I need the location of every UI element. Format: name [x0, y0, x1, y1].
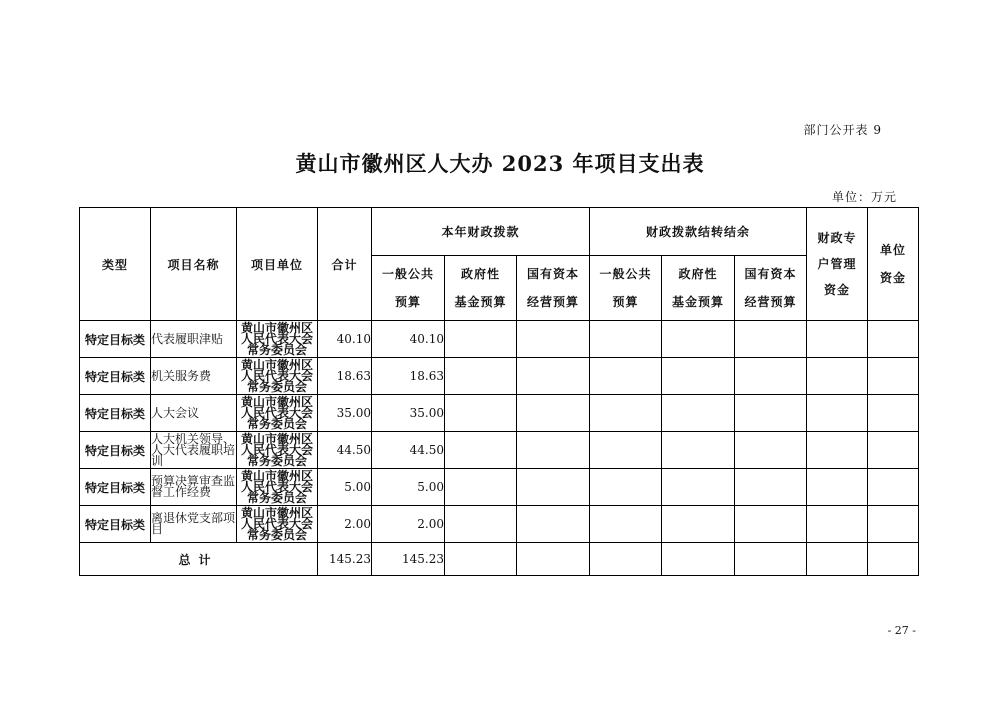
row-type: 特定目标类 [80, 321, 151, 358]
row-project-unit: 黄山市徽州区人民代表大会常务委员会 [237, 395, 318, 432]
table-row [80, 469, 919, 506]
row-project-name: 离退休党支部项目 [151, 506, 237, 543]
header-project-name: 项目名称 [151, 208, 237, 321]
table-row [80, 321, 919, 358]
row-project-unit: 黄山市徽州区人民代表大会常务委员会 [237, 506, 318, 543]
row-total: 44.50 [318, 432, 372, 469]
header-state-capital-budget: 国有资本 经营预算 [517, 256, 590, 321]
form-number: 部门公开表 9 [803, 123, 882, 137]
header-general-public-budget: 一般公共 预算 [372, 256, 445, 321]
table-row [80, 395, 919, 432]
row-general-public-budget: 2.00 [372, 506, 445, 543]
row-project-unit: 黄山市徽州区人民代表大会常务委员会 [237, 469, 318, 506]
unit-label: 单位：万元 [831, 190, 897, 204]
total-general-public-budget: 145.23 [372, 543, 445, 576]
header-type: 类型 [80, 208, 151, 321]
row-general-public-budget: 35.00 [372, 395, 445, 432]
header-government-fund-budget: 政府性 基金预算 [445, 256, 517, 321]
row-project-unit: 黄山市徽州区人民代表大会常务委员会 [237, 321, 318, 358]
header-carryover-general-public-budget: 一般公共 预算 [590, 256, 662, 321]
table-row [80, 506, 919, 543]
total-row [80, 543, 919, 576]
row-project-unit: 黄山市徽州区人民代表大会常务委员会 [237, 358, 318, 395]
row-project-name: 人大会议 [151, 395, 237, 432]
page-number: - 27 - [887, 624, 916, 637]
row-total: 5.00 [318, 469, 372, 506]
row-general-public-budget: 44.50 [372, 432, 445, 469]
row-general-public-budget: 40.10 [372, 321, 445, 358]
row-total: 40.10 [318, 321, 372, 358]
row-type: 特定目标类 [80, 358, 151, 395]
total-label: 总计 [80, 543, 318, 576]
row-general-public-budget: 18.63 [372, 358, 445, 395]
header-carryover-government-fund-budget: 政府性 基金预算 [662, 256, 735, 321]
table-row [80, 358, 919, 395]
page-title: 黄山市徽州区人大办 2023 年项目支出表 [295, 151, 705, 176]
row-type: 特定目标类 [80, 395, 151, 432]
row-project-name: 机关服务费 [151, 358, 237, 395]
header-carryover-balance: 财政拨款结转结余 [590, 208, 807, 256]
header-carryover-state-capital-budget: 国有资本 经营预算 [735, 256, 807, 321]
header-special-account-funds: 财政专 户管理 资金 [807, 208, 868, 321]
row-type: 特定目标类 [80, 506, 151, 543]
row-total: 18.63 [318, 358, 372, 395]
header-unit-funds: 单位 资金 [868, 208, 919, 321]
project-expenditure-table [79, 207, 919, 576]
row-project-name: 预算决算审查监督工作经费 [151, 469, 237, 506]
row-general-public-budget: 5.00 [372, 469, 445, 506]
row-type: 特定目标类 [80, 432, 151, 469]
header-total: 合计 [318, 208, 372, 321]
header-project-unit: 项目单位 [237, 208, 318, 321]
header-current-year-appropriation: 本年财政拨款 [372, 208, 590, 256]
row-total: 35.00 [318, 395, 372, 432]
row-project-unit: 黄山市徽州区人民代表大会常务委员会 [237, 432, 318, 469]
row-type: 特定目标类 [80, 469, 151, 506]
row-total: 2.00 [318, 506, 372, 543]
total-value: 145.23 [318, 543, 372, 576]
row-project-name: 代表履职津贴 [151, 321, 237, 358]
row-project-name: 人大机关领导、人大代表履职培训 [151, 431, 236, 468]
table-row [80, 432, 919, 469]
